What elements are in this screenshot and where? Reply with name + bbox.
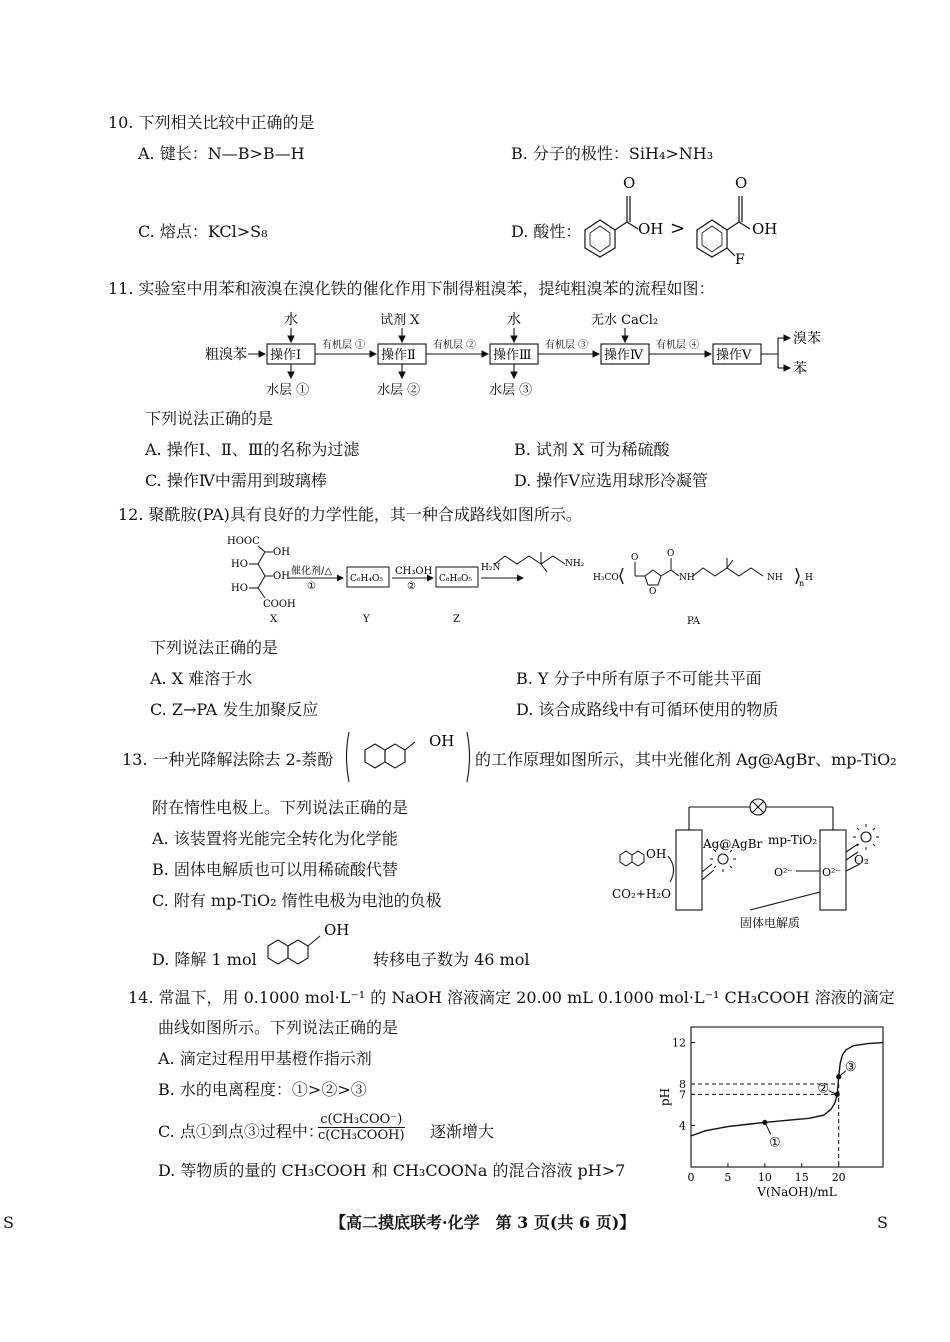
q11-input1: 水: [284, 312, 298, 328]
q14-titration-chart: [655, 1015, 895, 1205]
q14-stem2: 曲线如图所示。下列说法正确的是: [158, 1018, 399, 1037]
q12-ho2: HO: [231, 583, 248, 594]
q11-product2: 苯: [793, 361, 807, 377]
q13-option-a: A. 该装置将光能完全转化为化学能: [152, 829, 398, 848]
q14-option-a: A. 滴定过程用甲基橙作指示剂: [158, 1049, 372, 1068]
q13-option-c: C. 附有 mp-TiO₂ 惰性电极为电池的负极: [152, 891, 442, 910]
q12-nh-a: NH: [679, 573, 695, 583]
x-tick-label: 10: [757, 1171, 772, 1184]
q11-op4: 操作Ⅳ: [604, 348, 643, 363]
q10-option-a: A. 键长：N—B>B—H: [138, 144, 305, 163]
q11-arrow3: 有机层 ③: [545, 340, 589, 351]
q12-y-formula: C₆H₄O₅: [350, 574, 383, 584]
q12-ho1: HO: [231, 559, 248, 570]
q12-option-b: B. Y 分子中所有原子不可能共平面: [516, 669, 762, 688]
q14-option-c-fraction: [318, 1112, 405, 1143]
q14-option-d: D. 等物质的量的 CH₃COOH 和 CH₃COONa 的混合溶液 pH>7: [158, 1161, 626, 1180]
q11-water1: 水层 ①: [266, 383, 310, 398]
q11-op5: 操作Ⅴ: [716, 348, 752, 363]
q13-naphthol-structure: [343, 728, 473, 786]
q12-label-x: X: [270, 614, 278, 625]
q11-stem: 11. 实验室中用苯和液溴在溴化铁的催化作用下制得粗溴苯，提纯粗溴苯的流程如图：: [108, 279, 715, 298]
q10-stem: 10. 下列相关比较中正确的是: [108, 113, 315, 132]
y-tick-label: 12: [672, 1036, 686, 1050]
q11-input2: 试剂 X: [380, 313, 420, 328]
q10-o2: O: [735, 174, 748, 192]
q11-water3: 水层 ③: [489, 383, 533, 398]
q13-stem-b: 的工作原理如图所示，其中光催化剂 Ag@AgBr、mp-TiO₂: [475, 750, 897, 769]
point-leader: [765, 1122, 771, 1134]
x-tick-label: 20: [831, 1171, 846, 1184]
q14-fraction-denominator: c(CH₃COOH): [318, 1128, 405, 1143]
point-label: ①: [769, 1135, 781, 1151]
point-label: ③: [844, 1059, 857, 1075]
q12-reagent2: CH₃OH: [395, 566, 433, 577]
q11-op3: 操作Ⅲ: [493, 348, 532, 363]
q12-oh2: OH: [273, 571, 290, 582]
q12-nh-b: NH: [767, 573, 783, 583]
q13-cell-diagram: [610, 792, 895, 942]
x-tick-label: 5: [724, 1171, 732, 1184]
q13-option-d-a: D. 降解 1 mol: [152, 950, 257, 969]
q12-o-right: O: [667, 549, 675, 559]
q11-product1: 溴苯: [793, 331, 821, 347]
q12-option-a: A. X 难溶于水: [150, 669, 253, 688]
q12-h: H: [805, 573, 813, 583]
q10-oh1: OH: [638, 220, 664, 238]
q11-water2: 水层 ②: [377, 383, 421, 398]
q13-cell-left-electrode: Ag@AgBr: [703, 837, 763, 851]
y-tick-label: 4: [679, 1119, 686, 1133]
q14-option-c-b: 逐渐增大: [430, 1122, 495, 1141]
q12-nh2: NH₂: [565, 559, 585, 569]
q13-cell-oh: OH: [646, 847, 667, 861]
q10-option-d: D. 酸性：: [511, 222, 582, 241]
q10-gt: >: [670, 218, 686, 239]
q14-option-b: B. 水的电离程度：①>②>③: [158, 1080, 367, 1099]
q12-step2: ②: [407, 581, 416, 592]
q11-arrow4: 有机层 ④: [656, 340, 700, 351]
q11-option-c: C. 操作Ⅳ中需用到玻璃棒: [145, 471, 327, 490]
q11-prompt: 下列说法正确的是: [145, 409, 274, 428]
q12-o-left: O: [631, 553, 639, 563]
footer-page-label: 【高二摸底联考·化学 第 3 页(共 6 页)】: [330, 1213, 636, 1232]
y-tick-label: 7: [679, 1088, 686, 1102]
q13-option-d-naphthol: [262, 922, 372, 977]
y-tick-label: 8: [679, 1078, 686, 1092]
q12-h2n: H₂N: [481, 563, 501, 573]
q10-o1: O: [623, 174, 636, 192]
q11-input3: 水: [507, 312, 521, 328]
q12-label-y: Y: [363, 614, 370, 625]
q10-f: F: [735, 252, 745, 268]
q14-option-c-a: C. 点①到点③过程中：: [158, 1122, 324, 1141]
q12-oh1: OH: [273, 547, 290, 558]
q11-start: 粗溴苯: [205, 347, 247, 363]
q12-option-d: D. 该合成路线中有可循环使用的物质: [516, 700, 779, 719]
q13-naphthol-oh: OH: [429, 732, 455, 750]
q10-option-b: B. 分子的极性：SiH₄>NH₃: [511, 144, 714, 163]
q10-option-c: C. 熔点：KCl>S₈: [138, 222, 268, 241]
q12-prompt: 下列说法正确的是: [150, 638, 279, 657]
q13-option-d-b: 转移电子数为 46 mol: [373, 950, 530, 969]
q12-n: n: [799, 579, 805, 588]
q12-catalyst: 催化剂/△: [291, 566, 333, 577]
q13-stem2: 附在惰性电极上。下列说法正确的是: [152, 798, 409, 817]
q13-cell-product: CO₂+H₂O: [612, 887, 671, 901]
q12-label-pa: PA: [687, 616, 701, 627]
q12-o-ring: O: [649, 587, 657, 597]
q13-cell-right-electrode: mp-TiO₂: [768, 833, 818, 847]
q11-option-b: B. 试剂 X 可为稀硫酸: [514, 440, 670, 459]
q13-cell-electrolyte: 固体电解质: [740, 916, 801, 930]
q11-arrow1: 有机层 ①: [322, 340, 366, 351]
footer-right-mark: S: [877, 1213, 888, 1232]
q12-h3co: H₃CO: [593, 573, 619, 583]
q14-stem1: 14. 常温下，用 0.1000 mol·L⁻¹ 的 NaOH 溶液滴定 20.00 mL 0.1000 mol·L⁻¹ CH₃COOH 溶液的滴定: [128, 988, 895, 1007]
q13-d-oh: OH: [324, 921, 350, 939]
q11-option-a: A. 操作Ⅰ、Ⅱ、Ⅲ的名称为过滤: [145, 440, 360, 459]
point-label: ②: [817, 1081, 830, 1097]
q11-op2: 操作Ⅱ: [381, 348, 416, 363]
q12-hooc: HOOC: [227, 536, 260, 547]
q11-arrow2: 有机层 ②: [433, 340, 477, 351]
q12-label-z: Z: [453, 614, 460, 625]
chart-frame: [691, 1027, 883, 1167]
q11-flowchart: [200, 308, 840, 403]
q11-input4: 无水 CaCl₂: [591, 313, 659, 328]
x-tick-label: 0: [687, 1171, 695, 1184]
q13-option-b: B. 固体电解质也可以用稀硫酸代替: [152, 860, 398, 879]
q12-option-c: C. Z→PA 发生加聚反应: [150, 700, 319, 719]
q12-synthesis-scheme: [225, 532, 815, 632]
x-axis-label: V(NaOH)/mL: [757, 1185, 837, 1199]
titration-curve: [691, 1043, 883, 1136]
y-axis-label: pH: [658, 1087, 672, 1107]
q11-option-d: D. 操作Ⅴ应选用球形冷凝管: [514, 471, 708, 490]
q12-z-formula: C₈H₈O₅: [439, 574, 472, 584]
q14-fraction-numerator: c(CH₃COO⁻): [318, 1112, 405, 1128]
q10-oh2: OH: [752, 220, 778, 238]
footer-left-mark: S: [3, 1213, 14, 1232]
q13-cell-o2: O₂: [854, 853, 869, 867]
q13-stem-a: 13. 一种光降解法除去 2-萘酚: [122, 750, 334, 769]
q11-op1: 操作Ⅰ: [270, 348, 302, 363]
q12-cooh: COOH: [263, 599, 296, 610]
q12-stem: 12. 聚酰胺(PA)具有良好的力学性能，其一种合成路线如图所示。: [118, 505, 582, 524]
q13-cell-o2minus-in: O²⁻: [822, 866, 842, 879]
x-tick-label: 15: [794, 1171, 809, 1184]
q12-step1: ①: [307, 581, 316, 592]
q10-acid-structures: [575, 172, 800, 267]
q13-cell-o2minus: O²⁻: [774, 866, 794, 879]
